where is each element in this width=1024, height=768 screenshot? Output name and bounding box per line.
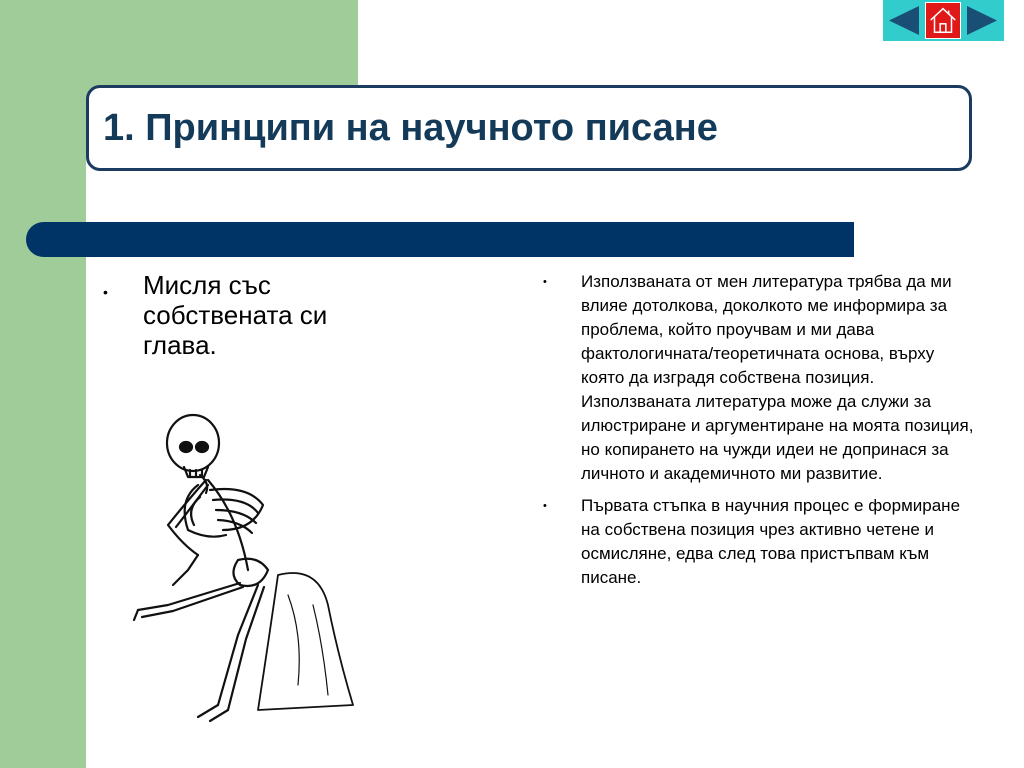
divider-bar [26, 222, 854, 257]
right-triangle-icon [967, 6, 997, 35]
list-item [540, 494, 980, 590]
bullet-text: Първата стъпка в научния процес е формиране на собствена позиция чрез активно четене и осмисляне, едва след това пристъпвам към писане. [581, 496, 961, 587]
title-box [86, 85, 972, 171]
bullet-dot: • [543, 500, 547, 512]
home-button[interactable] [925, 2, 961, 39]
next-slide-button[interactable] [965, 4, 999, 37]
slide-title: 1. Принципи на научното писане [103, 106, 718, 149]
left-triangle-icon [889, 6, 919, 35]
skeleton-illustration [128, 405, 358, 725]
list-item [540, 270, 980, 486]
previous-slide-button[interactable] [887, 4, 921, 37]
green-strip [0, 100, 86, 768]
bullet-text: Използваната от мен литература трябва да ми влияе дотолкова, доколкото ме информира за проблема, който проучвам и ми дава фактологичната/теоретичната основа, върху която да изградя собствена позиция. Използваната литература може да служи за илюстриране и аргументиране на моята позиция, но копирането на чужди идеи не допринася за личното и академичното ми развитие. [581, 272, 974, 483]
right-bullet-list [540, 270, 980, 598]
navigation-bar [883, 0, 1004, 41]
left-bullet-item [103, 270, 383, 360]
bullet-dot: • [103, 284, 108, 300]
home-icon [931, 9, 956, 33]
left-bullet-text: Мисля със собствената си глава. [143, 270, 328, 360]
bullet-dot: • [543, 276, 547, 288]
